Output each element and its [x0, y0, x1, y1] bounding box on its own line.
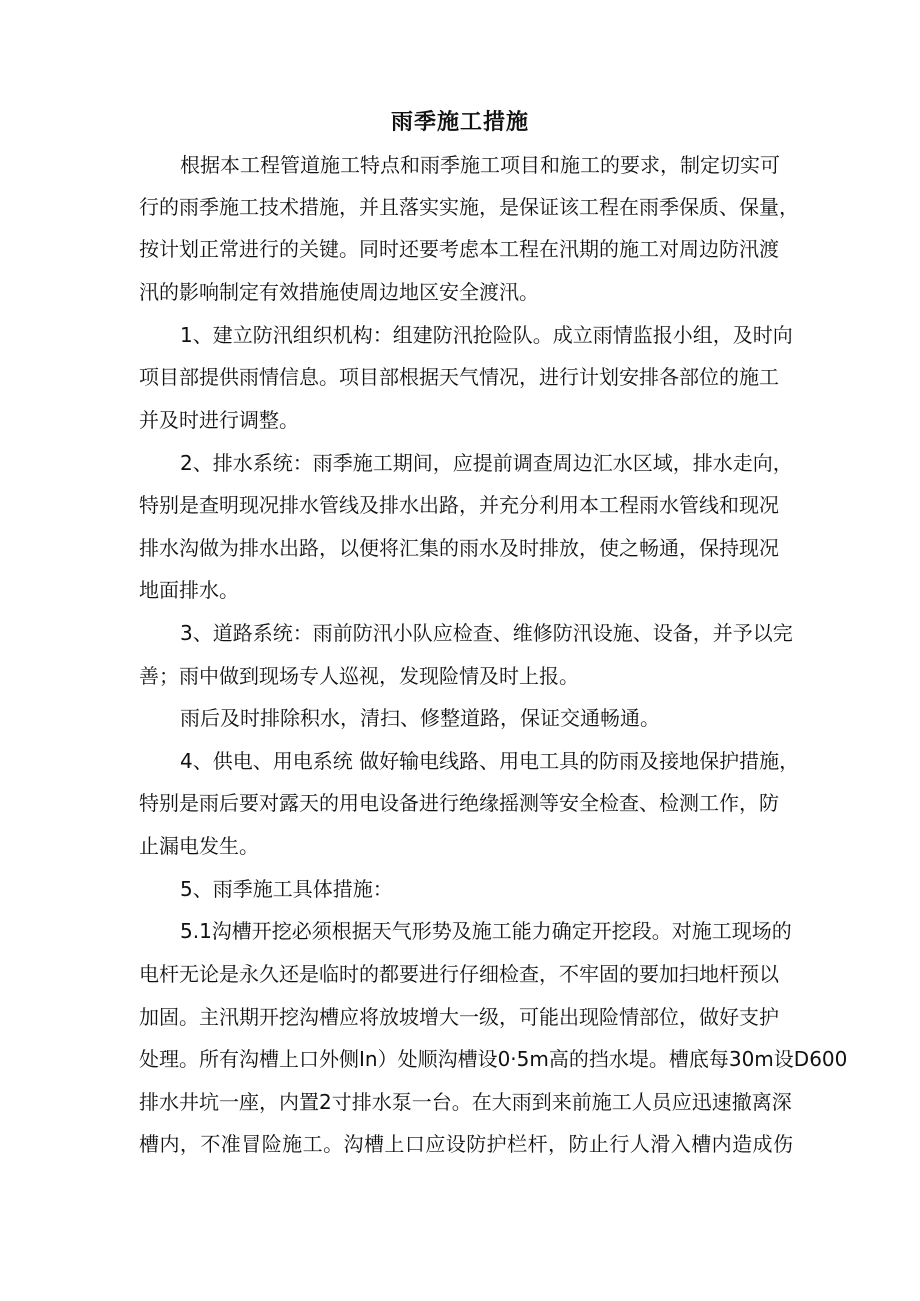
text-line: 行的雨季施工技术措施，并且落实实施，是保证该工程在雨季保质、保量，	[139, 195, 799, 219]
text-line: 2、排水系统：雨季施工期间，应提前调查周边汇水区域，排水走向，	[180, 451, 793, 475]
text-line: 地面排水。	[139, 578, 239, 602]
document-title: 雨季施工措施	[390, 110, 529, 135]
text-line: 排水井坑一座，内置2寸排水泵一台。在大雨到来前施工人员应迅速撤离深	[139, 1090, 792, 1114]
text-line: 加固。主汛期开挖沟槽应将放坡增大一级，可能出现险情部位，做好支护	[139, 1005, 779, 1029]
text-line: 根据本工程管道施工特点和雨季施工项目和施工的要求，制定切实可	[180, 153, 780, 177]
text-line: 电杆无论是永久还是临时的都要进行仔细检查，不牢固的要加扫地杆预以	[139, 962, 779, 986]
text-line: 止漏电发生。	[139, 834, 259, 858]
text-line: 5.1沟槽开挖必须根据天气形势及施工能力确定开挖段。对施工现场的	[180, 919, 792, 943]
text-line: 1、建立防汛组织机构：组建防汛抢险队。成立雨情监报小组，及时向	[180, 323, 793, 347]
text-line: 特别是雨后要对露天的用电设备进行绝缘摇测等安全检查、检测工作，防	[139, 791, 779, 815]
text-line: 按计划正常进行的关键。同时还要考虑本工程在汛期的施工对周边防汛渡	[139, 237, 779, 261]
text-line: 雨后及时排除积水，清扫、修整道路，保证交通畅通。	[180, 706, 660, 730]
text-line: 特别是查明现况排水管线及排水出路，并充分利用本工程雨水管线和现况	[139, 493, 779, 517]
text-line: 处理。所有沟槽上口外侧In）处顺沟槽设0·5m高的挡水堤。槽底每30m设D600	[139, 1047, 848, 1071]
text-line: 3、道路系统：雨前防汛小队应检查、维修防汛设施、设备，并予以完	[180, 621, 793, 645]
text-line: 4、供电、用电系统 做好输电线路、用电工具的防雨及接地保护措施，	[180, 749, 800, 773]
text-line: 5、雨季施工具体措施：	[180, 877, 393, 901]
text-line: 排水沟做为排水出路，以便将汇集的雨水及时排放，使之畅通，保持现况	[139, 536, 779, 560]
text-line: 汛的影响制定有效措施使周边地区安全渡汛。	[139, 280, 539, 304]
text-line: 槽内，不准冒险施工。沟槽上口应设防护栏杆，防止行人滑入槽内造成伤	[139, 1132, 793, 1156]
text-line: 善；雨中做到现场专人巡视，发现险情及时上报。	[139, 664, 579, 688]
text-line: 并及时进行调整。	[139, 408, 299, 432]
text-line: 项目部提供雨情信息。项目部根据天气情况，进行计划安排各部位的施工	[139, 365, 779, 389]
